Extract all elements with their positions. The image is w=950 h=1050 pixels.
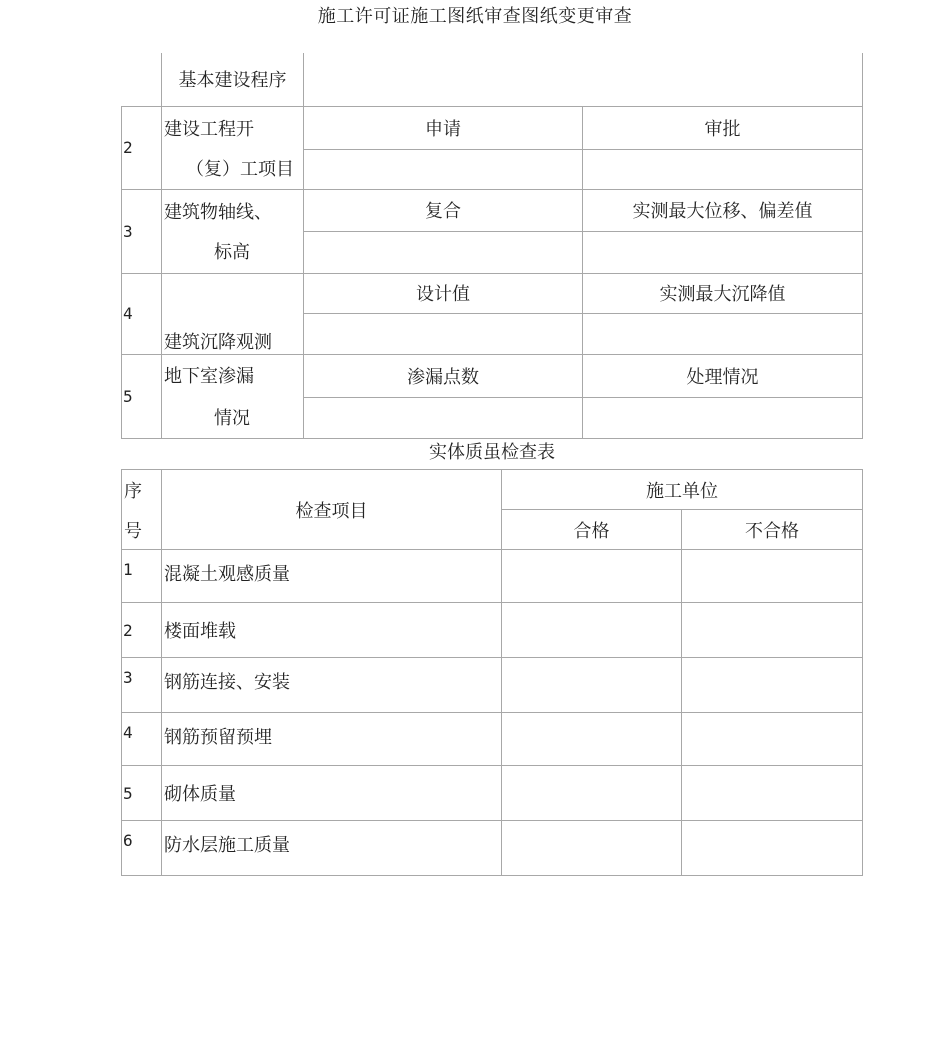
- fail-cell: [682, 550, 863, 603]
- fail-cell: [682, 603, 863, 658]
- empty-cell: [583, 313, 863, 354]
- column-header: 实测最大沉降值: [583, 273, 863, 313]
- row-number: [122, 53, 162, 106]
- fail-cell: [682, 821, 863, 876]
- row-number: 4: [122, 713, 162, 766]
- table-caption: 实体质虽检查表: [429, 442, 555, 463]
- fail-header: 不合格: [682, 510, 863, 550]
- pass-cell: [502, 821, 682, 876]
- label-line: 标高: [214, 242, 250, 263]
- table-row: [122, 273, 863, 313]
- row-label: [162, 106, 304, 189]
- table-row: [122, 713, 863, 766]
- row-number: 2: [122, 106, 162, 189]
- label-line: 地下室渗漏: [164, 366, 254, 387]
- label-line: 建筑物轴线、: [164, 202, 272, 223]
- row-item: 混凝土观感质量: [162, 550, 502, 603]
- label-line: （复）工项目: [186, 158, 294, 180]
- column-header: 审批: [583, 106, 863, 149]
- unit-header: 施工单位: [502, 470, 863, 510]
- row-item: 钢筋预留预埋: [162, 713, 502, 766]
- row-label: [162, 189, 304, 273]
- empty-cell: [304, 397, 583, 438]
- empty-cell: [583, 231, 863, 273]
- header-line: 序: [124, 480, 142, 502]
- row-item: 楼面堆载: [162, 603, 502, 658]
- table-row: [122, 106, 863, 149]
- row-number: 3: [122, 658, 162, 713]
- row-number: 5: [122, 766, 162, 821]
- table-row: [122, 658, 863, 713]
- table-row: [122, 189, 863, 231]
- empty-cell: [583, 397, 863, 438]
- row-number: 4: [122, 273, 162, 354]
- empty-cell: [304, 313, 583, 354]
- table-row: [122, 603, 863, 658]
- pass-cell: [502, 713, 682, 766]
- row-item: 防水层施工质量: [162, 821, 502, 876]
- column-header: 复合: [304, 189, 583, 231]
- column-header: 设计值: [304, 273, 583, 313]
- table-row: [122, 766, 863, 821]
- empty-cell: [304, 149, 583, 189]
- label-line: 情况: [214, 408, 250, 429]
- header-line: 号: [124, 520, 142, 542]
- table-row: [122, 354, 863, 397]
- empty-cell: [583, 149, 863, 189]
- pass-cell: [502, 658, 682, 713]
- quality-inspection-table: [121, 469, 863, 876]
- fail-cell: [682, 766, 863, 821]
- row-item: 钢筋连接、安装: [162, 658, 502, 713]
- page-title: 施工许可证施工图纸审查图纸变更审查: [317, 6, 633, 27]
- row-label: 建筑沉降观测: [162, 273, 304, 354]
- pass-cell: [502, 550, 682, 603]
- column-header: 实测最大位移、偏差值: [583, 189, 863, 231]
- row-number: 6: [122, 821, 162, 876]
- row-number: 5: [122, 354, 162, 438]
- fail-cell: [682, 713, 863, 766]
- fail-cell: [682, 658, 863, 713]
- row-label: [162, 354, 304, 438]
- seq-header: [122, 470, 162, 550]
- pass-cell: [502, 603, 682, 658]
- table-row: [122, 821, 863, 876]
- row-number: 2: [122, 603, 162, 658]
- empty-cell: [304, 53, 863, 106]
- row-number: 1: [122, 550, 162, 603]
- column-header: 申请: [304, 106, 583, 149]
- column-header: 渗漏点数: [304, 354, 583, 397]
- table-row: [122, 550, 863, 603]
- row-number: 3: [122, 189, 162, 273]
- row-label: 基本建设程序: [162, 53, 304, 106]
- pass-cell: [502, 766, 682, 821]
- procedure-table: [121, 53, 863, 439]
- column-header: 处理情况: [583, 354, 863, 397]
- header-row: [122, 470, 863, 510]
- table-row: [122, 53, 863, 106]
- row-item: 砌体质量: [162, 766, 502, 821]
- empty-cell: [304, 231, 583, 273]
- label-line: 建设工程开: [164, 118, 254, 140]
- pass-header: 合格: [502, 510, 682, 550]
- item-header: 检查项目: [162, 470, 502, 550]
